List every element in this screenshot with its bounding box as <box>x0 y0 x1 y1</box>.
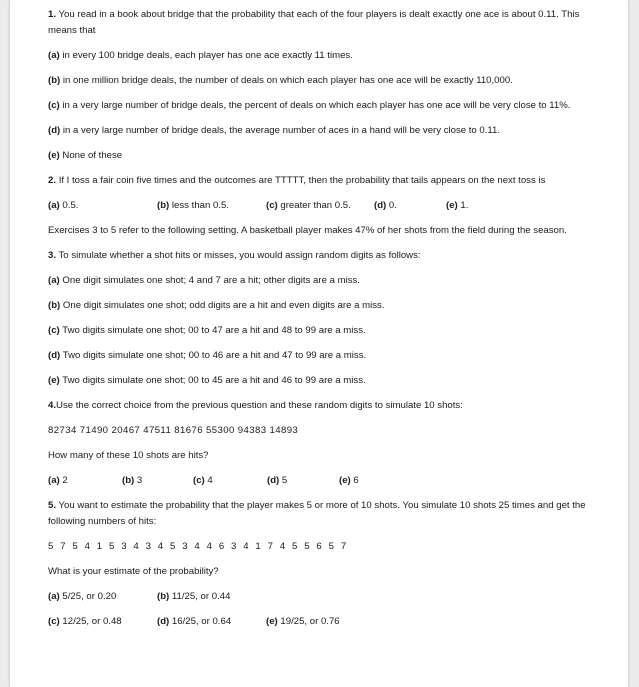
q5-choice-c-text: 12/25, or 0.48 <box>62 616 122 627</box>
q3-choice-c-text: Two digits simulate one shot; 00 to 47 are a hit and 48 to 99 are a miss. <box>62 325 366 336</box>
q2-choice-b-label: (b) <box>157 200 170 211</box>
q4-choice-d <box>267 473 287 489</box>
q2-choices-row <box>48 198 600 214</box>
q1-choice-d <box>48 123 600 139</box>
q4-choice-b-label: (b) <box>122 475 135 486</box>
q2-choice-c-text: greater than 0.5. <box>280 200 351 211</box>
q5-hit-counts: 5 7 5 4 1 5 3 4 3 4 5 3 4 4 6 3 4 1 7 4 5 5 6 5 7 <box>48 541 347 552</box>
q3-choice-e <box>48 373 600 389</box>
q1-choice-e-label: (e) <box>48 150 60 161</box>
q3-choice-c-label: (c) <box>48 325 60 336</box>
q5-choice-d-label: (d) <box>157 616 170 627</box>
q1-number: 1. <box>48 9 57 20</box>
q3-choice-c <box>48 323 600 339</box>
q1-choice-a-label: (a) <box>48 50 60 61</box>
q2-choice-b <box>157 198 229 214</box>
q3-choice-d-text: Two digits simulate one shot; 00 to 46 are a hit and 47 to 99 are a miss. <box>62 350 367 361</box>
q2-choice-d-label: (d) <box>374 200 387 211</box>
q5-choice-c <box>48 614 122 630</box>
q5-choice-a <box>48 589 116 605</box>
q5-choice-b-label: (b) <box>157 591 170 602</box>
q4-choice-b-text: 3 <box>136 475 143 486</box>
q1-choice-b-text: in one million bridge deals, the number of deals on which each player has one ace will be exactly 110,000. <box>62 75 513 86</box>
q4-random-digits: 82734 71490 20467 47511 81676 55300 94383 14893 <box>48 425 299 436</box>
q4-choice-a-label: (a) <box>48 475 60 486</box>
q2-stem-text: If I toss a fair coin five times and the outcomes are TTTTT, then the probability that tails appears on the next toss is <box>58 175 546 186</box>
q4-number: 4. <box>48 400 57 411</box>
q2-choice-e-label: (e) <box>446 200 458 211</box>
q2-choice-a <box>48 198 78 214</box>
q3-choice-a-label: (a) <box>48 275 60 286</box>
q5-choices-row-1 <box>48 589 600 605</box>
q5-number: 5. <box>48 500 57 511</box>
q5-choice-d <box>157 614 231 630</box>
q5-choice-a-label: (a) <box>48 591 60 602</box>
q1-choice-b-label: (b) <box>48 75 61 86</box>
q2-choice-d-text: 0. <box>388 200 397 211</box>
q2-choice-c-label: (c) <box>266 200 278 211</box>
q1-choice-d-label: (d) <box>48 125 61 136</box>
document-page <box>10 0 628 687</box>
q1-choice-e <box>48 148 600 164</box>
q2-choice-c <box>266 198 351 214</box>
q3-stem <box>48 248 600 264</box>
q3-number: 3. <box>48 250 57 261</box>
q4-choice-c <box>193 473 213 489</box>
q4-stem-text: Use the correct choice from the previous question and these random digits to simulate 10 shots: <box>56 400 463 411</box>
q5-choice-c-label: (c) <box>48 616 60 627</box>
q2-stem <box>48 173 600 189</box>
q2-choice-e-text: 1. <box>460 200 469 211</box>
q3-choice-a-text: One digit simulates one shot; 4 and 7 are a hit; other digits are a miss. <box>62 275 360 286</box>
q5-choice-b <box>157 589 230 605</box>
q1-choice-b <box>48 73 600 89</box>
q3-choice-d-label: (d) <box>48 350 61 361</box>
q5-choice-b-text: 11/25, or 0.44 <box>171 591 231 602</box>
q3-choice-b-text: One digit simulates one shot; odd digits are a hit and even digits are a miss. <box>62 300 385 311</box>
q4-choice-c-text: 4 <box>207 475 213 486</box>
q1-choice-e-text: None of these <box>62 150 123 161</box>
q5-stem-text: You want to estimate the probability that the player makes 5 or more of 10 shots. You simulate 10 shots 25 times and get the following numbers of hits: <box>48 500 586 527</box>
q4-question: How many of these 10 shots are hits? <box>48 450 209 461</box>
q5-stem <box>48 498 600 530</box>
q3-choice-d <box>48 348 600 364</box>
q3-choice-b <box>48 298 600 314</box>
q4-choice-e-label: (e) <box>339 475 351 486</box>
q5-choices-row-2 <box>48 614 600 630</box>
q4-choice-d-text: 5 <box>281 475 288 486</box>
q1-choice-d-text: in a very large number of bridge deals, the average number of aces in a hand will be very close to 0.11. <box>62 125 501 136</box>
q5-choice-e-label: (e) <box>266 616 278 627</box>
q5-question: What is your estimate of the probability? <box>48 566 219 577</box>
q5-choice-a-text: 5/25, or 0.20 <box>62 591 117 602</box>
q4-choice-d-label: (d) <box>267 475 280 486</box>
q2-choice-d <box>374 198 397 214</box>
q3-choice-b-label: (b) <box>48 300 61 311</box>
q4-stem <box>48 398 600 414</box>
q2-choice-e <box>446 198 468 214</box>
q4-choices-row <box>48 473 600 489</box>
q1-choice-c-text: in a very large number of bridge deals, the percent of deals on which each player has one ace will be very close to 11%. <box>62 100 571 111</box>
q1-stem <box>48 7 600 39</box>
worksheet-content <box>48 7 600 639</box>
q2-choice-a-text: 0.5. <box>62 200 79 211</box>
q3-choice-a <box>48 273 600 289</box>
q4-choice-e <box>339 473 359 489</box>
q4-choice-a <box>48 473 68 489</box>
q2-choice-a-label: (a) <box>48 200 60 211</box>
q5-choice-e <box>266 614 340 630</box>
q1-choice-a-text: in every 100 bridge deals, each player has one ace exactly 11 times. <box>62 50 353 61</box>
q1-choice-c <box>48 98 600 114</box>
exercise-setting: Exercises 3 to 5 refer to the following setting. A basketball player makes 47% of her shots from the field during the season. <box>48 225 567 236</box>
q4-choice-c-label: (c) <box>193 475 205 486</box>
q1-choice-c-label: (c) <box>48 100 60 111</box>
q1-stem-text: You read in a book about bridge that the probability that each of the four players is dealt exactly one ace is about 0.11. This means that <box>48 9 580 36</box>
q4-choice-b <box>122 473 142 489</box>
q2-choice-b-text: less than 0.5. <box>171 200 229 211</box>
q3-stem-text: To simulate whether a shot hits or misses, you would assign random digits as follows: <box>58 250 421 261</box>
q4-choice-e-text: 6 <box>353 475 359 486</box>
q2-number: 2. <box>48 175 57 186</box>
q5-choice-d-text: 16/25, or 0.64 <box>171 616 232 627</box>
q4-choice-a-text: 2 <box>62 475 68 486</box>
q3-choice-e-label: (e) <box>48 375 60 386</box>
q3-choice-e-text: Two digits simulate one shot; 00 to 45 are a hit and 46 to 99 are a miss. <box>62 375 366 386</box>
q5-choice-e-text: 19/25, or 0.76 <box>280 616 340 627</box>
q1-choice-a <box>48 48 600 64</box>
